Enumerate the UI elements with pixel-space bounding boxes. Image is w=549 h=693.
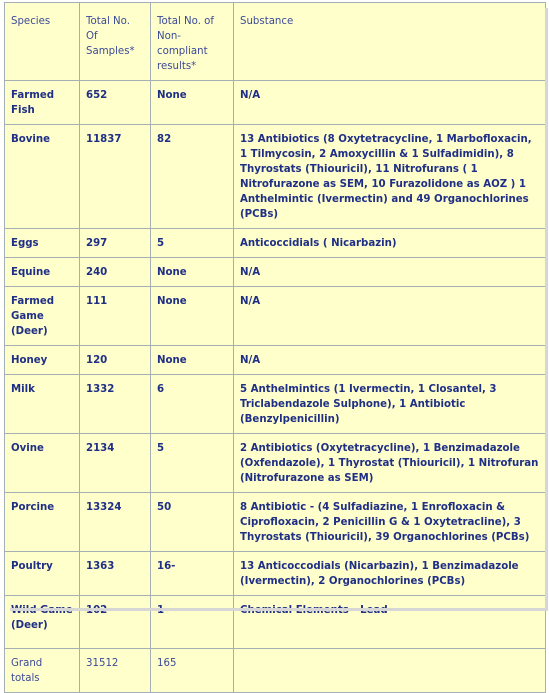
non-compliant-cell: 16- (151, 552, 234, 596)
non-compliant-cell: 82 (151, 125, 234, 229)
species-cell: Ovine (5, 434, 80, 493)
substance-cell: 13 Antibiotics (8 Oxytetracycline, 1 Marbofloxacin, 1 Tilmycosin, 2 Amoxycillin & 1 Sulfadimidin), 8 Thyrostats (Thiouricil), 11 Nitrofurans ( 1 Nitrofurazone as SEM, 10 Furazolidone as AOZ ) 1 Anthelmintic (Ivermectin) and 49 Organochlorines (PCBs) (234, 125, 546, 229)
table-shadow-bottom (10, 608, 548, 611)
substance-cell: 8 Antibiotic - (4 Sulfadiazine, 1 Enrofloxacin & Ciprofloxacin, 2 Penicillin G & 1 Oxytetracline), 3 Thyrostats (Thiouricil), 39 Organochlorines (PCBs) (234, 493, 546, 552)
table-row (5, 125, 546, 229)
samples-cell: 11837 (80, 125, 151, 229)
species-cell: Porcine (5, 493, 80, 552)
species-cell: Farmed Fish (5, 81, 80, 125)
table-header-row (5, 3, 546, 81)
samples-cell: 240 (80, 258, 151, 287)
species-cell: Honey (5, 346, 80, 375)
species-cell: Eggs (5, 229, 80, 258)
table-row (5, 375, 546, 434)
grand-total-substance (234, 649, 546, 693)
non-compliant-cell: 5 (151, 434, 234, 493)
samples-cell: 1332 (80, 375, 151, 434)
non-compliant-cell: 5 (151, 229, 234, 258)
header-non-compliant: Total No. of Non-compliant results* (151, 3, 234, 81)
samples-cell: 2134 (80, 434, 151, 493)
species-cell: Equine (5, 258, 80, 287)
samples-cell: 652 (80, 81, 151, 125)
table-row (5, 434, 546, 493)
non-compliant-cell: None (151, 81, 234, 125)
table-shadow-right (545, 8, 548, 610)
samples-cell: 297 (80, 229, 151, 258)
non-compliant-cell: None (151, 258, 234, 287)
table-row (5, 552, 546, 596)
species-cell: Bovine (5, 125, 80, 229)
grand-totals-label: Grand totals (5, 649, 80, 693)
table-body (5, 3, 546, 693)
substance-cell: N/A (234, 346, 546, 375)
substance-cell: 2 Antibiotics (Oxytetracycline), 1 Benzimadazole (Oxfendazole), 1 Thyrostat (Thiouricil), 1 Nitrofuran (Nitrofurazone as SEM) (234, 434, 546, 493)
non-compliant-cell: 6 (151, 375, 234, 434)
samples-cell (80, 596, 151, 649)
header-total-samples: Total No. Of Samples* (80, 3, 151, 81)
grand-total-samples: 31512 (80, 649, 151, 693)
grand-totals-row (5, 649, 546, 693)
substance-cell: N/A (234, 81, 546, 125)
species-cell: Farmed Game (Deer) (5, 287, 80, 346)
substance-cell: N/A (234, 258, 546, 287)
samples-cell: 13324 (80, 493, 151, 552)
grand-total-non-compliant: 165 (151, 649, 234, 693)
residue-results-table-frame (4, 2, 545, 684)
table-row (5, 229, 546, 258)
samples-cell: 1363 (80, 552, 151, 596)
species-cell: Poultry (5, 552, 80, 596)
non-compliant-cell: 50 (151, 493, 234, 552)
substance-cell: Anticoccidials ( Nicarbazin) (234, 229, 546, 258)
table-row (5, 258, 546, 287)
non-compliant-cell (151, 596, 234, 649)
species-cell: Milk (5, 375, 80, 434)
table-row (5, 596, 546, 649)
residue-results-table (4, 2, 546, 693)
substance-cell: 5 Anthelmintics (1 Ivermectin, 1 Closantel, 3 Triclabendazole Sulphone), 1 Antibiotic (Benzylpenicillin) (234, 375, 546, 434)
header-substance: Substance (234, 3, 546, 81)
table-row (5, 346, 546, 375)
non-compliant-cell: None (151, 346, 234, 375)
substance-cell: N/A (234, 287, 546, 346)
table-row (5, 287, 546, 346)
species-cell: (Deer) (5, 596, 80, 649)
table-row (5, 81, 546, 125)
substance-cell (234, 596, 546, 649)
samples-cell: 111 (80, 287, 151, 346)
non-compliant-cell: None (151, 287, 234, 346)
samples-cell: 120 (80, 346, 151, 375)
substance-cell: 13 Anticoccodials (Nicarbazin), 1 Benzimadazole (Ivermectin), 2 Organochlorines (PCBs) (234, 552, 546, 596)
header-species: Species (5, 3, 80, 81)
table-row (5, 493, 546, 552)
